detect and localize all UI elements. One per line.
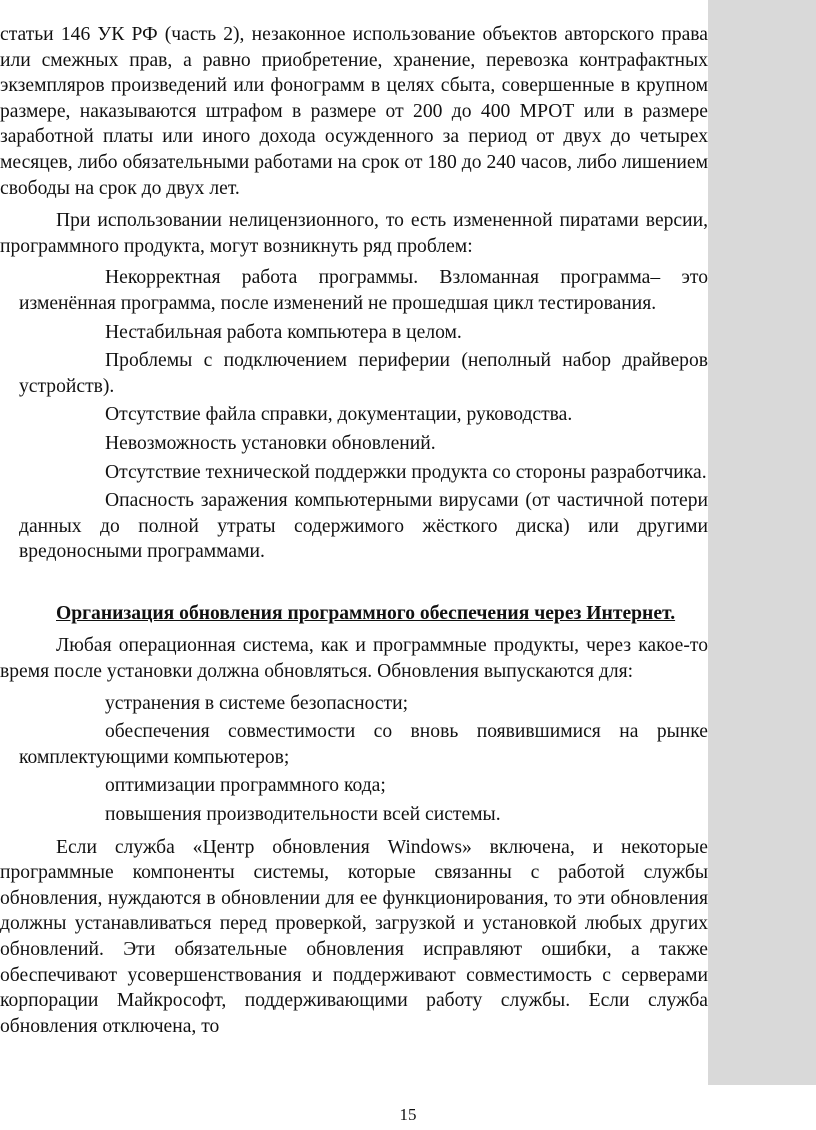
list-item: Проблемы с подключением периферии (неполный набор драйверов устройств). <box>19 350 708 397</box>
page-number: 15 <box>399 1105 417 1124</box>
paragraph-windows-update: Если служба «Центр обновления Windows» включена, и некоторые программные компоненты системы, которые связанны с работой службы обновления, нуждаются в обновлении для ее функционирования, то эти обновления должны устанавливаться перед проверкой, загрузкой и установкой любых других обновлений. Эти обязательные обновления исправляют ошибки, а также обеспечивают усовершенствования и поддерживают совместимость с серверами корпорации Майкрософт, поддерживающими работу службы. Если служба обновления отключена, то <box>0 836 708 1037</box>
list-item: Отсутствие технической поддержки продукта со стороны разработчика. <box>105 461 707 483</box>
list-item: Отсутствие файла справки, документации, руководства. <box>105 404 573 426</box>
paragraph-os-updates: Любая операционная система, как и программные продукты, через какое-то время после установки должна обновляться. Обновления выпускаются для: <box>0 635 708 683</box>
list-item: повышения производительности всей системы. <box>105 804 501 826</box>
problems-list <box>0 265 708 565</box>
list-item: устранения в системе безопасности; <box>105 692 409 714</box>
section-heading: Организация обновления программного обеспечения через Интернет. <box>56 602 676 624</box>
updates-list <box>0 691 708 828</box>
list-item: Опасность заражения компьютерными вирусами (от частичной потери данных до полной утраты содержимого жёсткого диска) или другими вредоносными программами. <box>19 490 708 563</box>
list-item: Нестабильная работа компьютера в целом. <box>105 321 462 343</box>
list-item: Невозможность установки обновлений. <box>105 432 436 454</box>
list-item: Некорректная работа программы. Взломанная программа– это изменённая программа, после изменений не прошедшая цикл тестирования. <box>19 267 708 314</box>
document-page <box>0 22 708 1039</box>
paragraph-criminal-code: статьи 146 УК РФ (часть 2), незаконное использование объектов авторского права или смежных прав, а равно приобретение, хранение, перевозка контрафактных экземпляров произведений или фонограмм в целях сбыта, совершенные в крупном размере, наказываются штрафом в размере от 200 до 400 МРОТ или в размере заработной платы или иного дохода осужденного за период от двух до четырех месяцев, либо обязательными работами на срок от 180 до 240 часов, либо лишением свободы на срок до двух лет. <box>0 24 708 199</box>
list-item: обеспечения совместимости со вновь появившимися на рынке комплектующими компьютеров; <box>19 721 708 768</box>
right-margin-panel <box>708 0 816 1085</box>
list-item: оптимизации программного кода; <box>105 775 386 797</box>
paragraph-unlicensed-problems: При использовании нелицензионного, то есть измененной пиратами версии, программного продукта, могут возникнуть ряд проблем: <box>0 210 708 257</box>
